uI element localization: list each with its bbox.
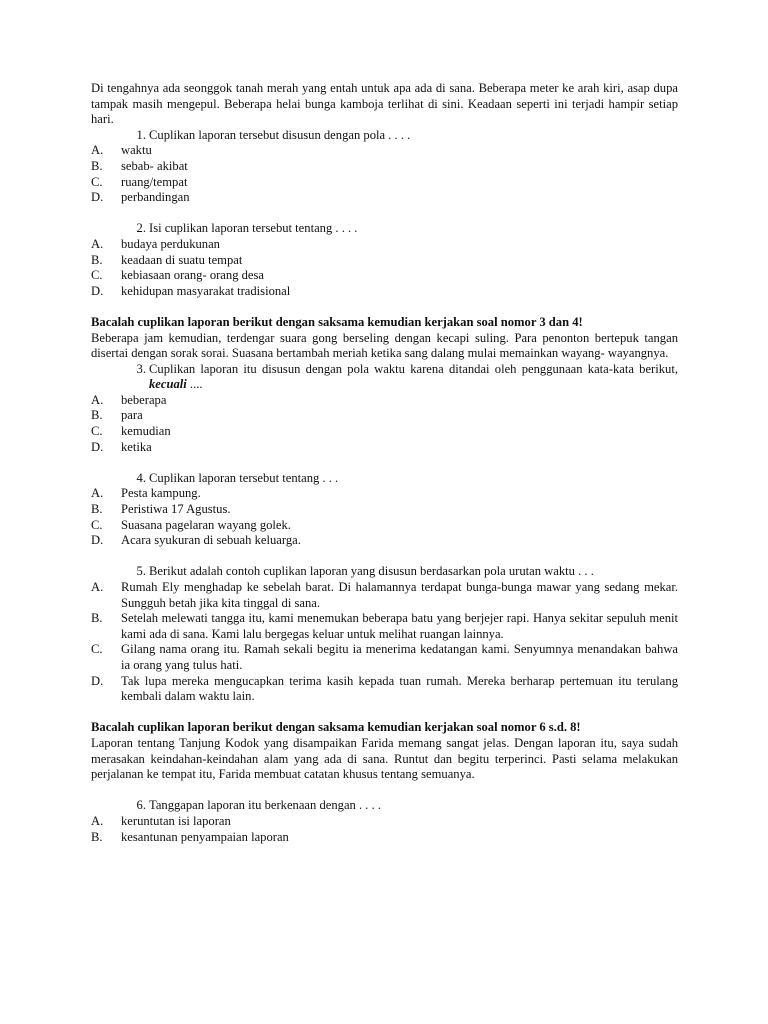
option-text: Acara syukuran di sebuah keluarga.: [121, 533, 301, 548]
option-letter: B.: [91, 408, 103, 423]
option-text: Gilang nama orang itu. Ramah sekali begitu ia menerima kedatangan kami. Senyumnya menandakan bahwa ia orang yang tulus hati.: [121, 642, 678, 672]
option-text: kehidupan masyarakat tradisional: [121, 283, 291, 298]
question-number: 6.: [136, 798, 146, 813]
option-2c: [91, 268, 678, 284]
question-keyword: kecuali: [149, 377, 187, 392]
passage-3: Laporan tentang Tanjung Kodok yang disampaikan Farida memang sangat jelas. Dengan laporan itu, saya sudah merasakan keindahan-keindahan alam yang ada di sana. Runtut dan begitu terperinci. Pasti selama melakukan perjalanan ke tempat itu, Farida membuat catatan khusus tentang semuanya.: [91, 735, 678, 782]
option-1c: [91, 175, 678, 191]
option-letter: B.: [91, 502, 103, 517]
option-letter: C.: [91, 642, 103, 657]
option-letter: D.: [91, 439, 104, 454]
option-letter: A.: [91, 236, 104, 251]
option-5d: [91, 674, 678, 705]
option-text: Pesta kampung.: [121, 486, 201, 501]
option-letter: C.: [91, 174, 103, 189]
option-4d: [91, 533, 678, 549]
question-text: Berikut adalah contoh cuplikan laporan yang disusun berdasarkan pola urutan waktu . . .: [149, 564, 594, 579]
question-3: [91, 362, 678, 393]
question-text-after: ....: [186, 377, 203, 392]
option-6a: [91, 814, 678, 830]
passage-2: Beberapa jam kemudian, terdengar suara gong berseling dengan kecapi suling. Para penonton bertepuk tangan disertai dengan sorak sorai. Suasana bertambah meriah ketika sang dalang mulai memainkan wayang- wayangnya.: [91, 330, 678, 361]
option-5b: [91, 611, 678, 642]
option-1d: [91, 190, 678, 206]
option-1a: [91, 143, 678, 159]
option-text: waktu: [121, 143, 152, 158]
option-3a: [91, 393, 678, 409]
option-letter: C.: [91, 424, 103, 439]
question-text: Isi cuplikan laporan tersebut tentang . . . .: [149, 221, 358, 236]
question-text: Cuplikan laporan tersebut disusun dengan pola . . . .: [149, 127, 411, 142]
spacer: [91, 299, 678, 315]
option-4c: [91, 518, 678, 534]
question-text-before: Cuplikan laporan itu disusun dengan pola waktu karena ditandai oleh penggunaan kata-kata berikut,: [149, 361, 678, 376]
option-text: ketika: [121, 439, 152, 454]
option-text: Setelah melewati tangga itu, kami menemukan beberapa batu yang berjejer rapi. Hanya sekitar sepuluh menit kami ada di sana. Kami lalu bergegas keluar untuk melihat ruangan lainnya.: [121, 611, 678, 641]
option-text: perbandingan: [121, 190, 190, 205]
option-5c: [91, 642, 678, 673]
option-letter: B.: [91, 829, 103, 844]
option-text: keadaan di suatu tempat: [121, 252, 243, 267]
question-number: 3.: [136, 361, 146, 376]
option-letter: D.: [91, 673, 104, 688]
question-5: [91, 564, 678, 580]
option-text: beberapa: [121, 392, 167, 407]
question-number: 4.: [136, 470, 146, 485]
option-letter: B.: [91, 252, 103, 267]
option-text: kemudian: [121, 424, 171, 439]
question-number: 2.: [136, 221, 146, 236]
section-heading-3: Bacalah cuplikan laporan berikut dengan saksama kemudian kerjakan soal nomor 6 s.d. 8!: [91, 720, 581, 735]
option-4a: [91, 486, 678, 502]
option-letter: A.: [91, 580, 104, 594]
option-text: keruntutan isi laporan: [121, 813, 231, 828]
option-1b: [91, 159, 678, 175]
section-heading-2: Bacalah cuplikan laporan berikut dengan saksama kemudian kerjakan soal nomor 3 dan 4!: [91, 314, 583, 329]
option-text: Peristiwa 17 Agustus.: [121, 502, 231, 517]
option-letter: A.: [91, 143, 104, 158]
spacer: [91, 549, 678, 565]
option-text: ruang/tempat: [121, 174, 188, 189]
option-4b: [91, 502, 678, 518]
option-letter: D.: [91, 283, 104, 298]
option-text: Tak lupa mereka mengucapkan terima kasih kepada tuan rumah. Mereka berharap pertemuan itu terulang kembali dalam waktu lain.: [121, 673, 678, 704]
option-text: kebiasaan orang- orang desa: [121, 268, 265, 283]
option-letter: B.: [91, 158, 103, 173]
option-6b: [91, 830, 678, 846]
option-letter: D.: [91, 533, 104, 548]
spacer: [91, 206, 678, 222]
question-number: 1.: [136, 127, 146, 142]
spacer: [91, 455, 678, 471]
option-5a: [91, 580, 678, 611]
question-number: 5.: [136, 564, 146, 579]
question-6: [91, 798, 678, 814]
question-text: [146, 362, 678, 393]
option-letter: A.: [91, 486, 104, 501]
question-text: Tanggapan laporan itu berkenaan dengan . . . .: [149, 798, 382, 813]
option-text: Rumah Ely menghadap ke sebelah barat. Di halamannya terdapat bunga-bunga mawar yang sedang mekar. Sungguh betah jika kita tinggal di sana.: [121, 580, 678, 610]
option-text: kesantunan penyampaian laporan: [121, 829, 289, 844]
option-3b: [91, 408, 678, 424]
question-4: [91, 471, 678, 487]
question-1: [91, 128, 678, 144]
option-text: sebab- akibat: [121, 158, 188, 173]
question-text: Cuplikan laporan tersebut tentang . . .: [149, 470, 339, 485]
option-letter: C.: [91, 517, 103, 532]
option-text: para: [121, 408, 143, 423]
option-letter: A.: [91, 392, 104, 407]
spacer: [91, 783, 678, 799]
option-3c: [91, 424, 678, 440]
option-2d: [91, 284, 678, 300]
question-2: [91, 221, 678, 237]
document-content: [91, 81, 678, 845]
option-2a: [91, 237, 678, 253]
option-letter: A.: [91, 813, 104, 828]
spacer: [91, 705, 678, 721]
option-letter: D.: [91, 190, 104, 205]
option-letter: B.: [91, 611, 103, 626]
option-letter: C.: [91, 268, 103, 283]
option-3d: [91, 440, 678, 456]
option-text: budaya perdukunan: [121, 236, 220, 251]
passage-1: Di tengahnya ada seonggok tanah merah yang entah untuk apa ada di sana. Beberapa meter ke arah kiri, asap dupa tampak masih mengepul. Beberapa helai bunga kamboja terlihat di sini. Keadaan seperti ini terjadi hampir setiap hari.: [91, 81, 678, 127]
option-2b: [91, 253, 678, 269]
option-text: Suasana pagelaran wayang golek.: [121, 517, 291, 532]
